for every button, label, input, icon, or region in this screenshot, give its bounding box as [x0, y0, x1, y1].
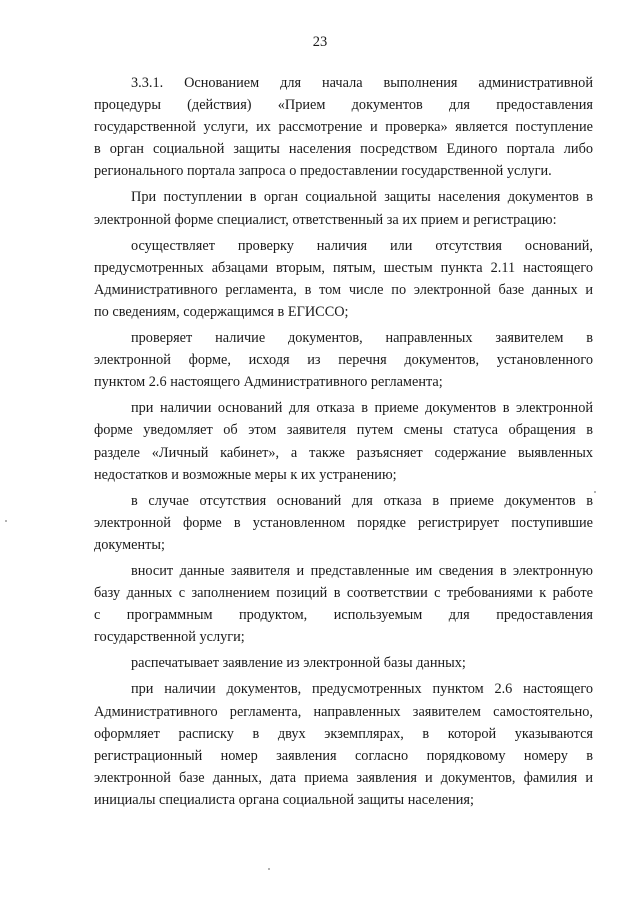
paragraph-line: при наличии документов, предусмотренных пунктом 2.6 настоящего	[131, 681, 593, 698]
paragraph-line: Административного регламента, направленных заявителем самостоятельно,	[94, 703, 593, 720]
scan-speck	[268, 868, 270, 870]
paragraph-line: электронной форме, исходя из перечня документов, установленного	[94, 352, 593, 369]
paragraph-line: регионального портала запроса о предоставлении государственной услуги.	[94, 163, 552, 180]
paragraph-line: в случае отсутствия оснований для отказа в приеме документов в	[131, 492, 593, 509]
paragraph-line: при наличии оснований для отказа в приеме документов в электронной	[131, 400, 593, 417]
paragraph-line: электронной базе данных, дата приема заявления и документов, фамилия и	[94, 769, 593, 786]
paragraph-line: проверяет наличие документов, направленных заявителем в	[131, 330, 593, 347]
paragraph-line: с программным продуктом, используемым для предоставления	[94, 607, 593, 624]
paragraph-line: электронной форме в установленном порядке регистрирует поступившие	[94, 514, 593, 531]
paragraph-line: документы;	[94, 536, 165, 553]
paragraph-line: в орган социальной защиты населения посредством Единого портала либо	[94, 141, 593, 158]
scan-speck	[594, 491, 596, 493]
paragraph-line: 3.3.1. Основанием для начала выполнения административной	[131, 75, 593, 91]
document-body	[94, 72, 593, 811]
paragraph-line: Административного регламента, в том числе по электронной базе данных и	[94, 281, 593, 298]
page-number: 23	[312, 34, 328, 50]
paragraph-line: распечатывает заявление из электронной базы данных;	[131, 655, 466, 672]
paragraph-line: государственной услуги, их рассмотрение и проверка» является поступление	[94, 119, 593, 136]
paragraph-line: недостатков и возможные меры к их устранению;	[94, 466, 397, 483]
paragraph-line: разделе «Личный кабинет», а также разъясняет содержание выявленных	[94, 444, 593, 461]
paragraph-line: электронной форме специалист, ответственный за их прием и регистрацию:	[94, 211, 557, 228]
paragraph-line: регистрационный номер заявления согласно порядковому номеру в	[94, 747, 593, 764]
paragraph-line: государственной услуги;	[94, 629, 245, 646]
paragraph-line: предусмотренных абзацами вторым, пятым, шестым пункта 2.11 настоящего	[94, 259, 593, 276]
scan-speck	[5, 520, 7, 522]
paragraph-line: процедуры (действия) «Прием документов для предоставления	[94, 97, 593, 114]
paragraph-line: инициалы специалиста органа социальной защиты населения;	[94, 791, 474, 808]
paragraph-line: форме уведомляет об этом заявителя путем смены статуса обращения в	[94, 422, 593, 439]
paragraph-line: осуществляет проверку наличия или отсутствия оснований,	[131, 237, 593, 254]
paragraph-line: по сведениям, содержащимся в ЕГИССО;	[94, 303, 349, 320]
paragraph-line: При поступлении в орган социальной защиты населения документов в	[131, 189, 593, 206]
paragraph-line: пунктом 2.6 настоящего Административного регламента;	[94, 374, 443, 391]
paragraph-line: вносит данные заявителя и представленные им сведения в электронную	[131, 562, 593, 579]
paragraph-line: оформляет расписку в двух экземплярах, в которой указываются	[94, 725, 593, 742]
paragraph-line: базу данных с заполнением позиций в соответствии с требованиями к работе	[94, 585, 593, 602]
